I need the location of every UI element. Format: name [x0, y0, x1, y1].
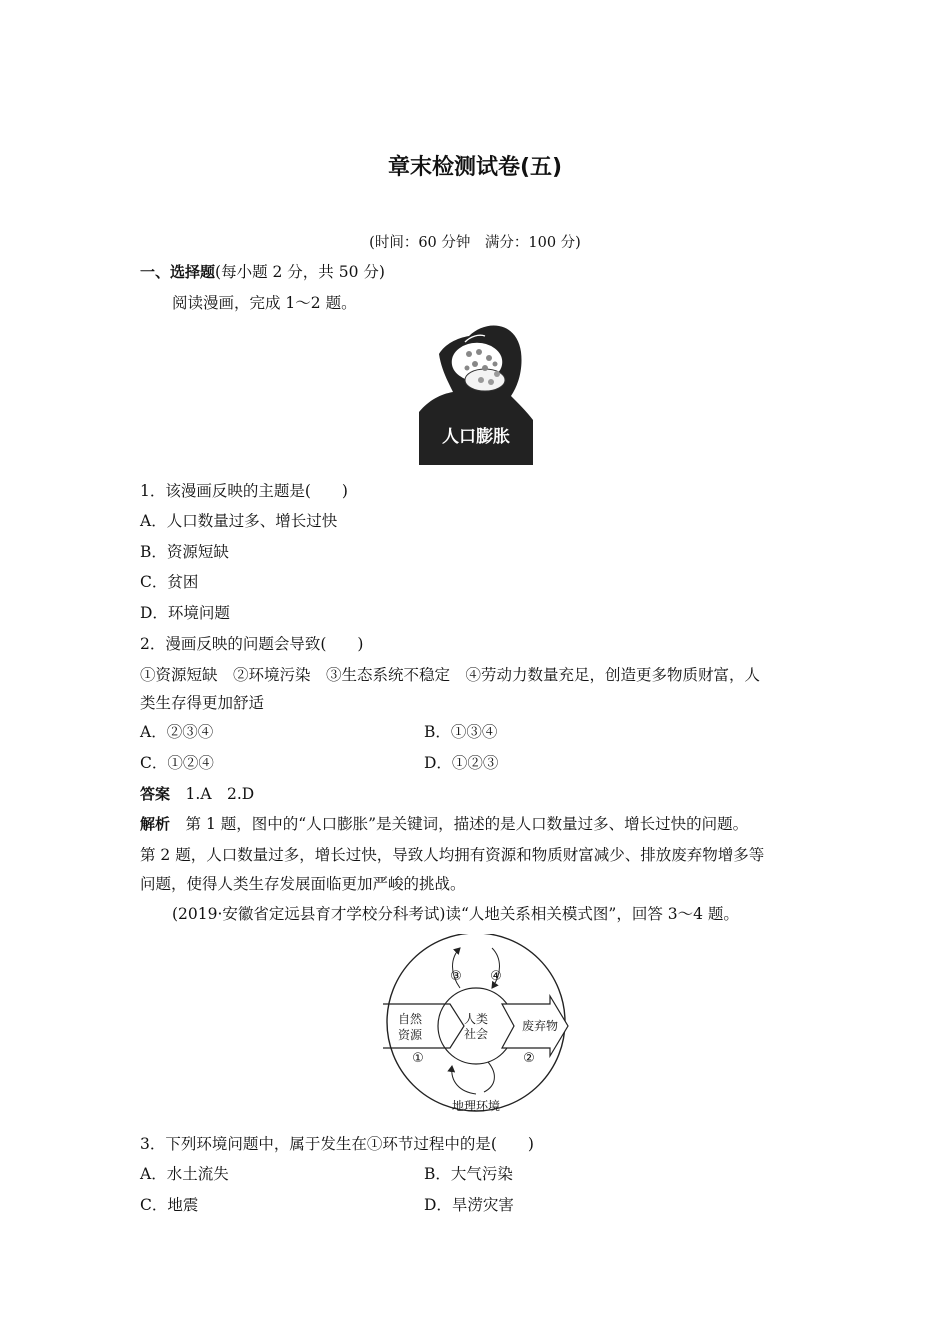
answer-text: 1.A 2.D	[185, 785, 255, 803]
right-label: 废弃物	[521, 1019, 559, 1033]
q3-option-d: D．旱涝灾害	[424, 1196, 514, 1214]
left-label-2: 资源	[397, 1028, 423, 1042]
cartoon-caption: 人口膨胀	[442, 427, 510, 447]
answer-label: 答案	[140, 785, 171, 803]
q3-stem: 3．下列环境问题中，属于发生在①环节过程中的是( )	[140, 1135, 534, 1153]
marker-2: ②	[523, 1051, 535, 1066]
diagram-drawing	[380, 934, 572, 1118]
center-label-2: 社会	[463, 1027, 489, 1041]
analysis-line2: 第 2 题，人口数量过多，增长过快，导致人均拥有资源和物质财富减少、排放废弃物增多等	[140, 846, 765, 864]
q1-stem: 1．该漫画反映的主题是( )	[140, 482, 348, 500]
left-label-1: 自然	[397, 1012, 423, 1026]
population-cartoon	[419, 322, 533, 465]
analysis-label: 解析	[140, 815, 171, 833]
center-label-1: 人类	[463, 1012, 489, 1026]
intro-text-2: (2019·安徽省定远县育才学校分科考试)读“人地关系相关模式图”，回答 3～4 题。	[172, 905, 739, 923]
page-title: 章末检测试卷(五)	[387, 155, 563, 180]
q2-option-a: A．②③④	[140, 723, 214, 741]
answer-line	[140, 784, 254, 804]
exam-info: (时间：60 分钟 满分：100 分)	[369, 235, 581, 251]
q2-stem: 2．漫画反映的问题会导致( )	[140, 635, 364, 653]
q1-option-a: A．人口数量过多、增长过快	[140, 512, 338, 530]
marker-3: ③	[450, 969, 462, 984]
q3-option-b: B．大气污染	[424, 1165, 513, 1183]
marker-1: ①	[412, 1051, 424, 1066]
q3-option-c: C．地震	[140, 1196, 199, 1214]
section-note: (每小题 2 分，共 50 分)	[215, 263, 385, 281]
bottom-label: 地理环境	[451, 1099, 501, 1113]
analysis-text-1: 第 1 题，图中的“人口膨胀”是关键词，描述的是人口数量过多、增长过快的问题。	[185, 815, 749, 833]
analysis-line1	[140, 814, 748, 834]
q2-items-line2: 类生存得更加舒适	[140, 694, 265, 712]
section-heading	[140, 262, 385, 282]
q2-option-b: B．①③④	[424, 723, 498, 741]
analysis-line3: 问题，使得人类生存发展面临更加严峻的挑战。	[140, 875, 466, 893]
section-title: 一、选择题	[140, 263, 216, 281]
cartoon-drawing	[419, 322, 533, 465]
q3-option-a: A．水土流失	[140, 1165, 229, 1183]
q2-option-d: D．①②③	[424, 754, 499, 772]
intro-text-1: 阅读漫画，完成 1～2 题。	[172, 294, 357, 312]
q2-option-c: C．①②④	[140, 754, 214, 772]
q2-items-line1: ①资源短缺 ②环境污染 ③生态系统不稳定 ④劳动力数量充足，创造更多物质财富，人	[140, 666, 761, 684]
q1-option-c: C．贫困	[140, 573, 199, 591]
q1-option-d: D．环境问题	[140, 604, 230, 622]
inner-circle	[438, 988, 514, 1064]
q1-option-b: B．资源短缺	[140, 543, 229, 561]
human-land-diagram	[380, 934, 572, 1118]
marker-4: ④	[490, 969, 502, 984]
